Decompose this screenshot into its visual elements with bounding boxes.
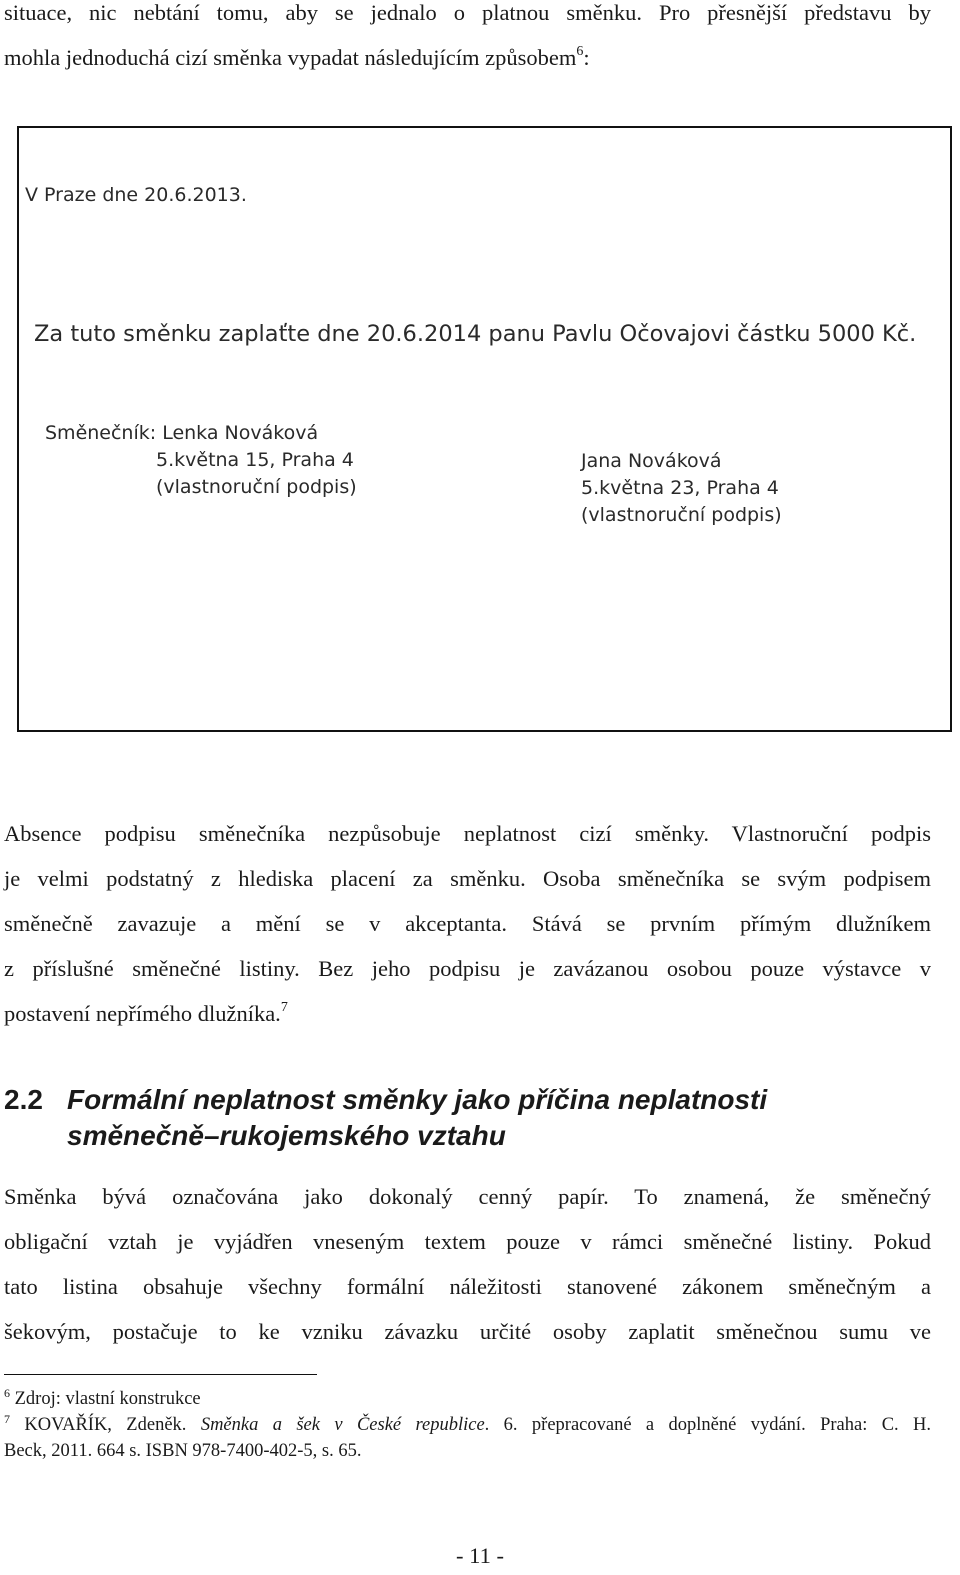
figure-payment-order: Za tuto směnku zaplaťte dne 20.6.2014 panu Pavlu Očovajovi částku 5000 Kč. [34,321,917,347]
paragraph-perfect-security [4,1174,931,1354]
section-number: 2.2 [4,1084,43,1115]
paragraph-signature-absence [4,811,931,1036]
intro-line-2-end: : [583,45,590,70]
paragraph-line: Absence podpisu směnečníka nezpůsobuje neplatnost cizí směnky. Vlastnoruční podpis [4,821,931,846]
figure-date: V Praze dne 20.6.2013. [25,184,247,206]
intro-line-1: situace, nic nebtání tomu, aby se jednalo o platnou směnku. Pro přesnější představu by [4,0,931,25]
paragraph-line: je velmi podstatný z hlediska placení za směnku. Osoba směnečníka se svým podpisem [4,866,931,891]
paragraph-line-last [4,991,931,1036]
footnote-6-number: 6 [4,1386,10,1400]
figure-drawee-name: Jana Nováková [581,450,722,472]
footnote-ref-7[interactable]: 7 [280,1000,288,1015]
paragraph-line: z příslušné směnečné listiny. Bez jeho podpisu je zavázanou osobou pouze výstavce v [4,956,931,981]
paragraph-line: směnečně zavazuje a mění se v akceptanta. Stává se prvním přímým dlužníkem [4,911,931,936]
paragraph-last-text: postavení nepřímého dlužníka. [4,1001,281,1026]
figure-drawer-block [45,420,357,501]
section-heading [4,1082,944,1154]
paragraph-line: šekovým, postačuje to ke vzniku závazku určité osoby zaplatit směnečnou sumu ve [4,1319,931,1344]
footnote-7-continued: Beck, 2011. 664 s. ISBN 978-7400-402-5, s. 65. [4,1441,362,1461]
footnote-7-rest: . 6. přepracované a doplněné vydání. Praha: C. H. [484,1415,932,1435]
footnote-7-number: 7 [4,1412,10,1426]
footnote-separator [4,1374,317,1375]
page-number: - 11 - [456,1543,504,1568]
paragraph-line: tato listina obsahuje všechny formální náležitosti stanovené zákonem směnečným a [4,1274,931,1299]
figure-drawer-signature: (vlastnoruční podpis) [156,476,357,498]
figure-drawer-label: Směnečník: Lenka Nováková [45,422,319,444]
footnote-7 [4,1412,931,1438]
bill-of-exchange-figure [17,126,952,732]
figure-drawer-address: 5.května 15, Praha 4 [156,449,354,471]
section-title-line-1: Formální neplatnost směnky jako příčina neplatnosti [67,1084,768,1115]
section-title-line-2: směnečně–rukojemského vztahu [67,1120,506,1151]
intro-line-2 [4,35,931,80]
footnote-7-author: KOVAŘÍK, Zdeněk. [24,1415,187,1435]
footnote-6 [4,1386,931,1412]
footnotes [4,1386,931,1464]
intro-line-2-text: mohla jednoduchá cizí směnka vypadat následujícím způsobem [4,45,577,70]
footnote-7-title: Směnka a šek v České republice [200,1415,485,1435]
paragraph-line: obligační vztah je vyjádřen vneseným textem pouze v rámci směnečné listiny. Pokud [4,1229,931,1254]
footnote-ref-6[interactable]: 6 [576,44,584,59]
figure-drawee-block [581,448,782,529]
paragraph-line: Směnka bývá označována jako dokonalý cenný papír. To znamená, že směnečný [4,1184,931,1209]
footnote-6-text: Zdroj: vlastní konstrukce [14,1389,201,1409]
intro-paragraph [4,0,931,80]
figure-drawee-signature: (vlastnoruční podpis) [581,504,782,526]
figure-drawee-address: 5.května 23, Praha 4 [581,477,779,499]
